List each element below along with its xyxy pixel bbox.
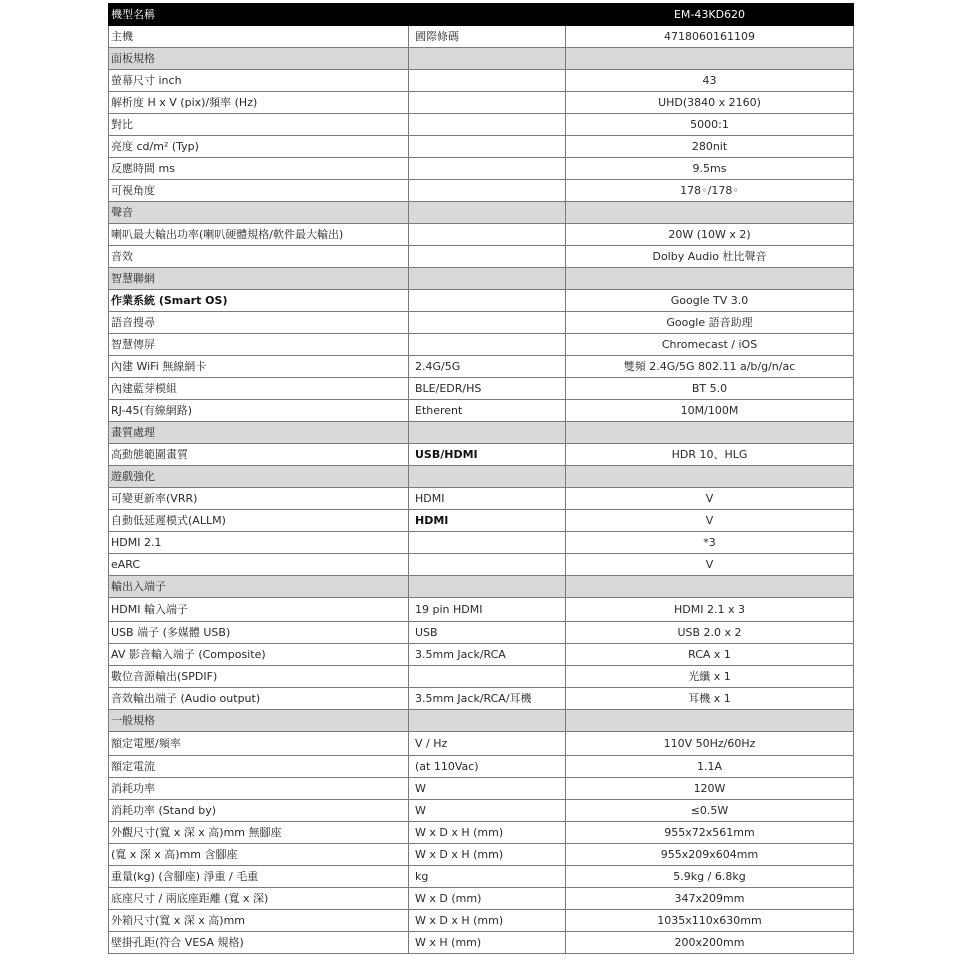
spec-detail: V / Hz [409, 732, 566, 756]
spec-label: 語音搜尋 [109, 312, 409, 334]
spec-value: 雙頻 2.4G/5G 802.11 a/b/g/n/ac [566, 356, 854, 378]
spec-value: *3 [566, 532, 854, 554]
spec-value [566, 466, 854, 488]
spec-label: 消耗功率 (Stand by) [109, 800, 409, 822]
table-row [109, 532, 854, 554]
spec-value [566, 268, 854, 290]
spec-table [108, 3, 854, 954]
spec-detail: HDMI [409, 488, 566, 510]
spec-detail: W x D (mm) [409, 888, 566, 910]
table-row [109, 932, 854, 954]
section-title: 智慧聯網 [109, 268, 409, 290]
table-row [109, 756, 854, 778]
table-row [109, 644, 854, 666]
spec-label: 對比 [109, 114, 409, 136]
spec-detail: W x D x H (mm) [409, 822, 566, 844]
spec-label: 音效輸出端子 (Audio output) [109, 688, 409, 710]
spec-detail [409, 312, 566, 334]
spec-detail: 3.5mm Jack/RCA [409, 644, 566, 666]
table-row [109, 312, 854, 334]
spec-detail [409, 532, 566, 554]
spec-detail [409, 246, 566, 268]
spec-label: 內建 WiFi 無線網卡 [109, 356, 409, 378]
spec-table-body [109, 4, 854, 954]
spec-value: 955x72x561mm [566, 822, 854, 844]
spec-value: 110V 50Hz/60Hz [566, 732, 854, 756]
spec-detail: 國際條碼 [409, 26, 566, 48]
section-row [109, 710, 854, 732]
spec-label: 螢幕尺寸 inch [109, 70, 409, 92]
spec-detail: W x H (mm) [409, 932, 566, 954]
spec-label: 高動態範圍畫質 [109, 444, 409, 466]
header-row [109, 4, 854, 26]
spec-label: (寬 x 深 x 高)mm 含腳座 [109, 844, 409, 866]
spec-value: 9.5ms [566, 158, 854, 180]
table-row [109, 822, 854, 844]
spec-value: 20W (10W x 2) [566, 224, 854, 246]
spec-label: 底座尺寸 / 兩底座距離 (寬 x 深) [109, 888, 409, 910]
spec-value: 耳機 x 1 [566, 688, 854, 710]
spec-label: 額定電壓/頻率 [109, 732, 409, 756]
spec-detail [409, 554, 566, 576]
table-row [109, 732, 854, 756]
spec-detail [409, 4, 566, 26]
spec-value: UHD(3840 x 2160) [566, 92, 854, 114]
table-row [109, 688, 854, 710]
spec-label: 重量(kg) (含腳座) 淨重 / 毛重 [109, 866, 409, 888]
table-row [109, 444, 854, 466]
spec-value: 1035x110x630mm [566, 910, 854, 932]
spec-label: 數位音源輸出(SPDIF) [109, 666, 409, 688]
spec-label: eARC [109, 554, 409, 576]
section-title: 遊戲強化 [109, 466, 409, 488]
spec-value: Dolby Audio 杜比聲音 [566, 246, 854, 268]
table-row [109, 778, 854, 800]
spec-value [566, 422, 854, 444]
table-row [109, 114, 854, 136]
table-row [109, 224, 854, 246]
section-row [109, 268, 854, 290]
spec-detail [409, 334, 566, 356]
spec-label: 可變更新率(VRR) [109, 488, 409, 510]
spec-detail [409, 92, 566, 114]
spec-detail [409, 666, 566, 688]
spec-value: Chromecast / iOS [566, 334, 854, 356]
spec-value: 5000:1 [566, 114, 854, 136]
spec-detail [409, 70, 566, 92]
spec-label: 內建藍芽模組 [109, 378, 409, 400]
spec-detail [409, 158, 566, 180]
spec-label: AV 影音輸入端子 (Composite) [109, 644, 409, 666]
table-row [109, 800, 854, 822]
section-row [109, 466, 854, 488]
table-row [109, 554, 854, 576]
section-title: 聲音 [109, 202, 409, 224]
spec-label: 作業系統 (Smart OS) [109, 290, 409, 312]
table-row [109, 136, 854, 158]
spec-value: HDR 10、HLG [566, 444, 854, 466]
spec-detail: BLE/EDR/HS [409, 378, 566, 400]
table-row [109, 70, 854, 92]
spec-value: USB 2.0 x 2 [566, 622, 854, 644]
spec-detail: (at 110Vac) [409, 756, 566, 778]
spec-detail: USB/HDMI [409, 444, 566, 466]
spec-label: 智慧傳屏 [109, 334, 409, 356]
spec-label: 可視角度 [109, 180, 409, 202]
table-row [109, 510, 854, 532]
spec-detail: W [409, 778, 566, 800]
spec-detail [409, 422, 566, 444]
table-row [109, 866, 854, 888]
spec-value: Google TV 3.0 [566, 290, 854, 312]
section-title: 畫質處理 [109, 422, 409, 444]
spec-label: USB 端子 (多媒體 USB) [109, 622, 409, 644]
spec-value: 5.9kg / 6.8kg [566, 866, 854, 888]
table-row [109, 356, 854, 378]
spec-label: 額定電流 [109, 756, 409, 778]
spec-label: HDMI 2.1 [109, 532, 409, 554]
table-row [109, 180, 854, 202]
table-row [109, 92, 854, 114]
section-row [109, 422, 854, 444]
spec-value [566, 48, 854, 70]
spec-label: 解析度 H x V (pix)/頻率 (Hz) [109, 92, 409, 114]
spec-value [566, 710, 854, 732]
spec-label: 音效 [109, 246, 409, 268]
spec-detail [409, 180, 566, 202]
spec-label: 外觀尺寸(寬 x 深 x 高)mm 無腳座 [109, 822, 409, 844]
table-row [109, 888, 854, 910]
spec-value: Google 語音助理 [566, 312, 854, 334]
spec-value: ≤0.5W [566, 800, 854, 822]
spec-label: 主機 [109, 26, 409, 48]
spec-detail [409, 114, 566, 136]
spec-value: 347x209mm [566, 888, 854, 910]
table-row [109, 158, 854, 180]
table-row [109, 246, 854, 268]
spec-value: 120W [566, 778, 854, 800]
spec-value: 1.1A [566, 756, 854, 778]
spec-value: 178◦/178◦ [566, 180, 854, 202]
spec-detail: HDMI [409, 510, 566, 532]
section-row [109, 48, 854, 70]
spec-label: 壁掛孔距(符合 VESA 規格) [109, 932, 409, 954]
table-row [109, 666, 854, 688]
section-title: 輸出入端子 [109, 576, 409, 598]
spec-detail [409, 466, 566, 488]
spec-label: HDMI 輸入端子 [109, 598, 409, 622]
spec-detail: W x D x H (mm) [409, 910, 566, 932]
spec-detail [409, 136, 566, 158]
spec-value [566, 576, 854, 598]
spec-label: 反應時間 ms [109, 158, 409, 180]
spec-detail [409, 290, 566, 312]
spec-detail: 2.4G/5G [409, 356, 566, 378]
table-row [109, 26, 854, 48]
spec-value [566, 202, 854, 224]
section-title: 一般規格 [109, 710, 409, 732]
spec-label: 喇叭最大輸出功率(喇叭硬體規格/軟件最大輸出) [109, 224, 409, 246]
spec-label: 消耗功率 [109, 778, 409, 800]
spec-detail: 19 pin HDMI [409, 598, 566, 622]
spec-value: 4718060161109 [566, 26, 854, 48]
table-row [109, 400, 854, 422]
spec-value: HDMI 2.1 x 3 [566, 598, 854, 622]
spec-value: BT 5.0 [566, 378, 854, 400]
spec-label: 自動低延遲模式(ALLM) [109, 510, 409, 532]
spec-detail [409, 202, 566, 224]
spec-value: 10M/100M [566, 400, 854, 422]
table-row [109, 334, 854, 356]
model-name-label: 機型名稱 [109, 4, 409, 26]
table-row [109, 378, 854, 400]
spec-detail: kg [409, 866, 566, 888]
spec-detail [409, 710, 566, 732]
spec-detail [409, 576, 566, 598]
spec-detail: Etherent [409, 400, 566, 422]
spec-label: 外箱尺寸(寬 x 深 x 高)mm [109, 910, 409, 932]
section-title: 面板規格 [109, 48, 409, 70]
spec-value: 955x209x604mm [566, 844, 854, 866]
spec-value: V [566, 554, 854, 576]
spec-value: 光纖 x 1 [566, 666, 854, 688]
table-row [109, 290, 854, 312]
spec-detail: W x D x H (mm) [409, 844, 566, 866]
table-row [109, 488, 854, 510]
table-row [109, 598, 854, 622]
spec-label: RJ-45(有線網路) [109, 400, 409, 422]
table-row [109, 622, 854, 644]
spec-value: V [566, 488, 854, 510]
spec-value: 43 [566, 70, 854, 92]
spec-detail: W [409, 800, 566, 822]
table-row [109, 910, 854, 932]
model-name-value: EM-43KD620 [566, 4, 854, 26]
spec-value: 200x200mm [566, 932, 854, 954]
spec-value: V [566, 510, 854, 532]
section-row [109, 576, 854, 598]
table-row [109, 844, 854, 866]
spec-label: 亮度 cd/m² (Typ) [109, 136, 409, 158]
spec-detail [409, 48, 566, 70]
spec-value: 280nit [566, 136, 854, 158]
spec-value: RCA x 1 [566, 644, 854, 666]
spec-detail: 3.5mm Jack/RCA/耳機 [409, 688, 566, 710]
section-row [109, 202, 854, 224]
spec-detail: USB [409, 622, 566, 644]
spec-detail [409, 268, 566, 290]
spec-detail [409, 224, 566, 246]
